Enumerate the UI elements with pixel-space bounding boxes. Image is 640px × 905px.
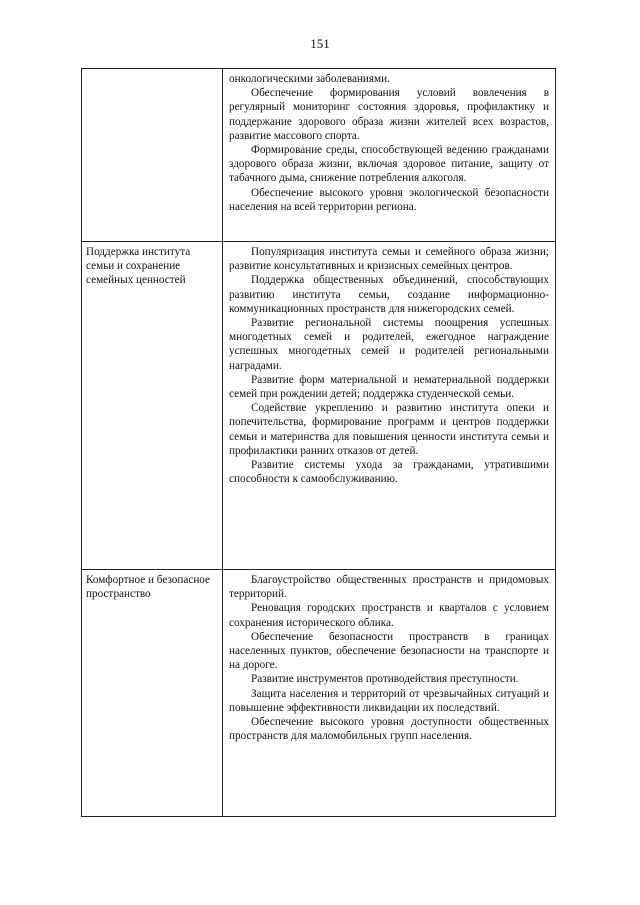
table-row: [82, 242, 556, 570]
direction-cell: [82, 242, 223, 570]
measure-paragraph: Обеспечение безопасности пространств в границах населенных пунктов, обеспечение безопасности на транспорте и на дороге.: [229, 630, 549, 672]
measure-paragraph: Обеспечение формирования условий вовлечения в регулярный мониторинг состояния здоровья, профилактику и поддержание здорового образа жизни жителей всех возрастов, развитие массового спорта.: [229, 87, 549, 142]
measure-paragraph: Благоустройство общественных пространств и придомовых территорий.: [229, 574, 549, 601]
measure-paragraph: Развитие инструментов противодействия преступности.: [251, 673, 519, 686]
page-number: 151: [310, 36, 330, 51]
measure-paragraph: Обеспечение высокого уровня экологической безопасности населения на всей территории региона.: [229, 186, 549, 213]
direction-cell: [82, 570, 223, 817]
measure-paragraph: Формирование среды, способствующей ведению гражданами здорового образа жизни, включая здоровое питание, защиту от табачного дыма, снижение потребления алкоголя.: [229, 144, 549, 185]
table-row: [82, 570, 556, 817]
measures-table: [81, 68, 556, 817]
measure-paragraph: онкологическими заболеваниями.: [229, 73, 390, 85]
direction-label: Поддержка института семьи и сохранение семейных ценностей: [86, 246, 191, 287]
measure-paragraph: Развитие форм материальной и нематериальной поддержки семей при рождении детей; поддержка студенческой семьи.: [229, 373, 549, 401]
measures-cell: [223, 69, 556, 242]
measure-paragraph: Развитие системы ухода за гражданами, утратившими способности к самообслуживанию.: [229, 459, 549, 486]
measure-paragraph: Поддержка общественных объединений, способствующих развитию института семьи, создание информационно-коммуникационных пространств для нижегородских семей.: [229, 274, 549, 315]
measures-cell: [223, 242, 556, 570]
table-row: [82, 69, 556, 242]
measure-paragraph: Реновация городских пространств и кварталов с условием сохранения исторического облика.: [229, 602, 549, 629]
measure-paragraph: Обеспечение высокого уровня доступности общественных пространств для маломобильных групп населения.: [229, 716, 549, 743]
measure-paragraph: Развитие региональной системы поощрения успешных многодетных семей и родителей, ежегодное награждение успешных многодетных семей и родителей региональными наградами.: [229, 317, 549, 372]
measures-cell: [223, 570, 556, 817]
direction-label: Комфортное и безопасное пространство: [86, 574, 211, 601]
direction-cell: [82, 69, 223, 242]
measure-paragraph: Популяризация института семьи и семейного образа жизни; развитие консультативных и кризисных семейных центров.: [229, 246, 549, 273]
measure-paragraph: Содействие укреплению и развитию института опеки и попечительства, формирование программ и центров поддержки семьи и материнства для повышения ценности института семьи и профилактики ранних отказов от детей.: [229, 402, 549, 457]
measure-paragraph: Защита населения и территорий от чрезвычайных ситуаций и повышение эффективности ликвидации их последствий.: [229, 687, 549, 714]
